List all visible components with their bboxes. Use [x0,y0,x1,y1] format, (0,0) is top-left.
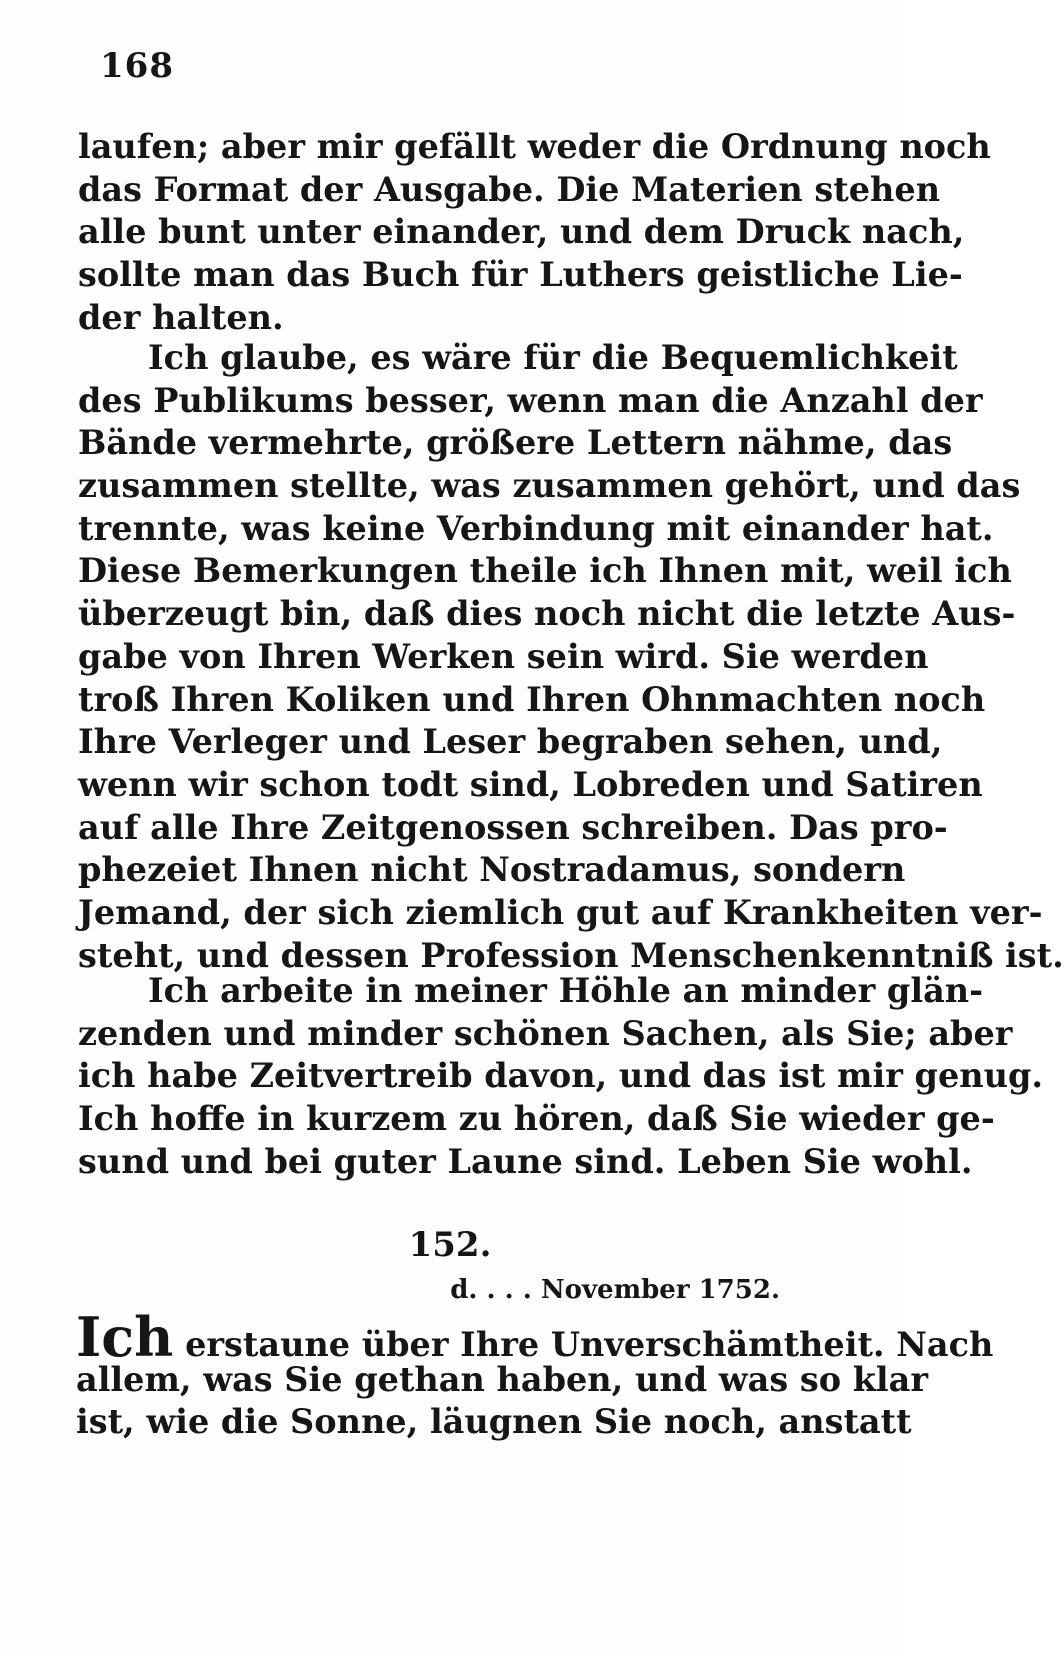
paragraph-continuation [78,126,991,339]
paragraph-closing [78,970,1044,1183]
text-line: gabe von Ihren Werken sein wird. Sie werden [78,636,929,676]
text-line: Ihre Verleger und Leser begraben sehen, und, [78,722,943,762]
text-line: zenden und minder schönen Sachen, als Sie; aber [78,1013,1013,1053]
text-line: Diese Bemerkungen theile ich Ihnen mit, weil ich [78,551,1012,591]
text-line: alle bunt unter einander, und dem Druck nach, [78,212,965,252]
letter-body [76,1305,994,1444]
text-line: überzeugt bin, daß dies noch nicht die letzte Aus- [78,594,1016,634]
text-line: Ich arbeite in meiner Höhle an minder glän- [148,971,984,1010]
text-line: Jemand, der sich ziemlich gut auf Krankheiten ver- [78,892,1043,932]
text-line: phezeiet Ihnen nicht Nostradamus, sondern [78,850,906,890]
page-number: 168 [100,46,174,86]
text-line: Ich glaube, es wäre für die Bequemlichkeit [148,338,958,377]
text-line: laufen; aber mir gefällt weder die Ordnung noch [78,127,991,166]
text-line: sollte man das Buch für Luthers geistliche Lie- [78,255,963,295]
text-line: zusammen stellte, was zusammen gehört, und das [78,466,1021,506]
text-line: sund und bei guter Laune sind. Leben Sie wohl. [78,1141,973,1181]
text-line: steht, und dessen Profession Menschenkenntniß ist. [78,935,1064,975]
text-line [76,1305,994,1369]
text-line: auf alle Ihre Zeitgenossen schreiben. Das pro- [78,807,948,847]
paragraph-main [78,337,1064,977]
letter-number-heading: 152. [408,1225,492,1265]
text-line-rest: erstaune über Ihre Unverschämtheit. Nach [173,1325,994,1364]
text-line: troß Ihren Koliken und Ihren Ohnmachten noch [78,679,986,719]
text-line: trennte, was keine Verbindung mit einander hat. [78,508,994,548]
text-line: ich habe Zeitvertreib davon, und das ist mir genug. [78,1056,1044,1096]
text-line: der halten. [78,297,284,337]
letter-dateline: d. . . . November 1752. [450,1275,780,1305]
text-line: Ich hoffe in kurzem zu hören, daß Sie wieder ge- [78,1099,995,1139]
text-line: Bände vermehrte, größere Lettern nähme, das [78,423,953,463]
text-line: wenn wir schon todt sind, Lobreden und Satiren [78,764,983,804]
initial-word: Ich [76,1305,174,1369]
text-line: allem, was Sie gethan haben, und was so klar [76,1359,929,1399]
text-line: ist, wie die Sonne, läugnen Sie noch, anstatt [76,1402,912,1442]
text-line: des Publikums besser, wenn man die Anzahl der [78,380,983,420]
text-line: das Format der Ausgabe. Die Materien stehen [78,169,941,209]
